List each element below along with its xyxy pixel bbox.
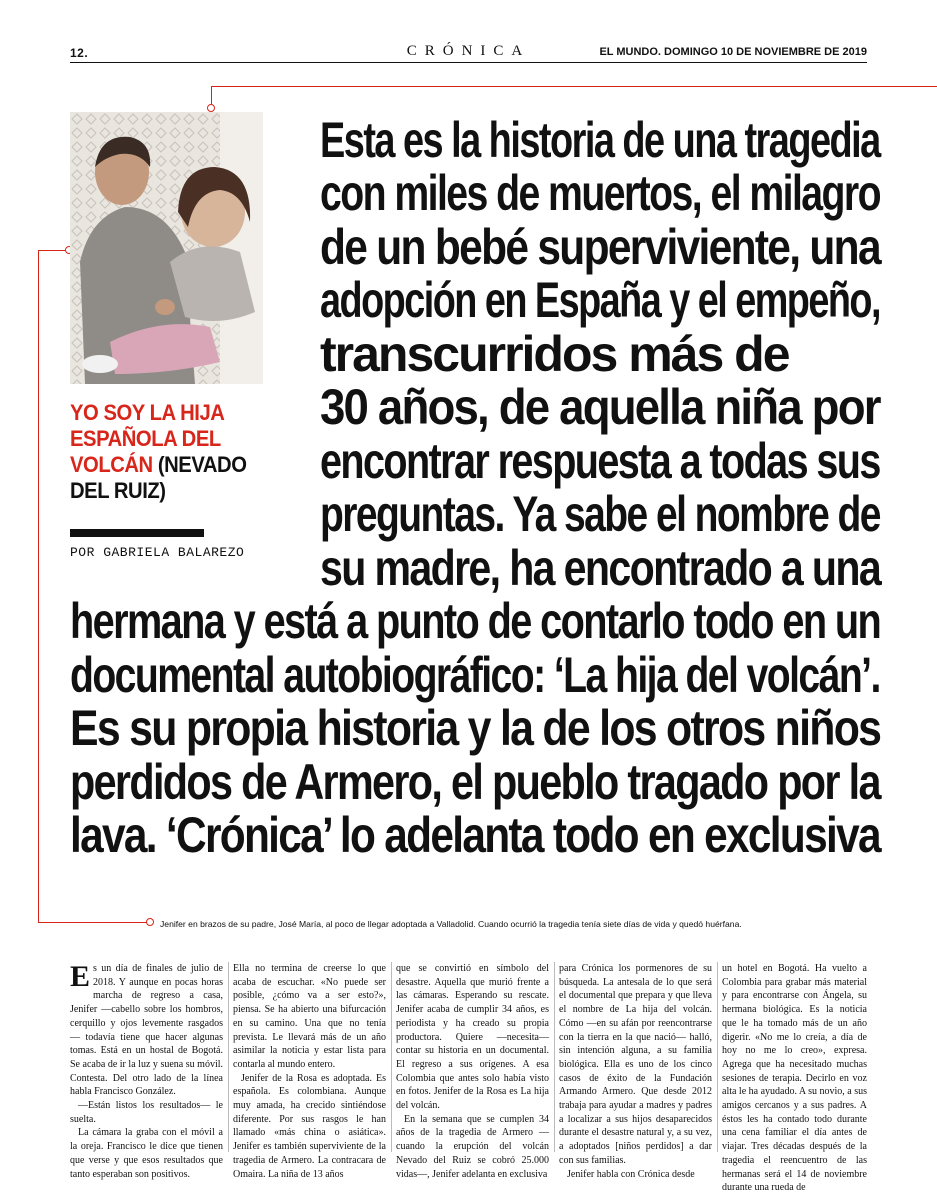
lede-line: Esta es la historia de una tragedia <box>320 112 880 168</box>
red-connector-top <box>211 86 937 87</box>
paragraph: Ella no termina de creerse lo que acaba de escuchar. «No puede ser posible, ¿cómo va a ser esto?», piensa. Se ha abierto una bifurcación en su camino. Una que no tenía prevista. Le llevará más de un año asimilar la noticia y estar lista para contarla al mundo entero. <box>233 963 386 1070</box>
lede-line: hermana y está a punto de contarlo todo en un <box>70 593 881 649</box>
header-rule <box>70 62 867 63</box>
paragraph: para Crónica los pormenores de su búsqueda. La antesala de lo que será el documental que prepara y que lleva el nombre de La hija del volcán. Cómo —en su afán por reencontrarse con la tierra en la que nació— halló, sin intención alguna, a su familia biológica. Ella es uno de los cinco casos de éxito de la Fundación Armando Armero. Que desde 2012 trabaja para ayudar a madres y padres a localizar a sus hijos desaparecidos durante el desastre natural y, a su vez, a adoptados [niños perdidos] a dar con sus familias. <box>559 963 712 1166</box>
red-connector-vertical <box>38 250 39 922</box>
paragraph: La cámara la graba con el móvil a la oreja. Francisco le dice que tienen que verse y que esos resultados que tanto esperaban son positivos. <box>70 1127 223 1180</box>
lede-line: Es su propia historia y la de los otros niños <box>70 700 881 756</box>
column-rule <box>391 962 392 1152</box>
column-rule <box>554 962 555 1152</box>
paragraph: —Están listos los resultados— le suelta. <box>70 1100 223 1125</box>
column-rule <box>228 962 229 1152</box>
red-dot-top <box>207 104 215 112</box>
headline-red-part: YO SOY LA HIJA ESPAÑOLA DEL VOLCÁN <box>70 400 224 477</box>
issue-date: EL MUNDO. DOMINGO 10 DE NOVIEMBRE DE 2019 <box>599 46 867 58</box>
red-dot-caption <box>146 918 154 926</box>
lede-line: adopción en España y el empeño, <box>320 272 880 328</box>
red-connector-side <box>38 250 68 251</box>
body-column-5 <box>722 962 867 1195</box>
article-photo <box>70 112 263 384</box>
paragraph: que se convirtió en símbolo del desastre. Aquella que murió frente a las cámaras. Esperando su rescate. Jenifer acaba de cumplir 34 años, es periodista y ha creado su propia productora. Quiere —necesita— contar su historia en un documental. El regreso a sus orígenes. A esa Colombia que antes solo había visto en fotos. Jenifer de la Rosa es La hija del volcán. <box>396 963 549 1112</box>
paragraph: Jenifer de la Rosa es adoptada. Es española. Es colombiana. Aunque muy amada, ha crecido sintiéndose diferente. Por sus rasgos le han llamado «más china o asiática». Jenifer es también superviviente de la tragedia de Armero. La contracara de Omaira. La niña de 13 años <box>233 1072 386 1180</box>
photo-caption: Jenifer en brazos de su padre, José María, al poco de llegar adoptada a Valladolid. Cuando ocurrió la tragedia tenía siete días de vida y quedó huérfana. <box>160 919 742 929</box>
column-rule <box>717 962 718 1152</box>
article-headline <box>70 400 254 504</box>
paragraph: s un día de finales de julio de 2018. Y aunque en pocas horas marcha de regreso a casa, Jenifer —cabello sobre los hombros, cerquillo y ojos levemente rasgados— todavía tiene que hacer algunas tomas. Está en un hostal de Bogotá. Se acaba de ir la luz y suena su móvil. Contesta. Del otro lado de la línea habla Francisco González. <box>70 963 223 1098</box>
drop-cap: E <box>70 960 91 993</box>
headline-black-part: (NEVADO DEL RUIZ) <box>70 452 247 503</box>
lede-line: preguntas. Ya sabe el nombre de <box>320 486 880 542</box>
paragraph: Jenifer habla con Crónica desde <box>567 1168 695 1180</box>
red-connector-bottom <box>38 922 148 923</box>
body-column-3 <box>396 962 549 1181</box>
section-title: CRÓNICA <box>406 43 531 59</box>
lede-line: documental autobiográfico: ‘La hija del volcán’. <box>70 647 880 703</box>
paragraph: En la semana que se cumplen 34 años de la tragedia de Armero —cuando la erupción del volcán Nevado del Ruiz se cobró 25.000 vidas—, Jenifer adelanta en exclusiva <box>396 1113 549 1180</box>
lede-line: su madre, ha encontrado a una <box>320 540 881 596</box>
lede-line: encontrar respuesta a todas sus <box>320 433 880 489</box>
lede-line: perdidos de Armero, el pueblo tragado por la <box>70 754 880 810</box>
byline: POR GABRIELA BALAREZO <box>70 545 245 560</box>
paragraph: un hotel en Bogotá. Ha vuelto a Colombia para grabar más material y para encontrarse con Ángela, su hermana biológica. Es la noticia que le ha tomado más de un año digerir. «No me lo creía, a día de hoy no me lo creo», expresa. Agrega que ha necesitado muchas sesiones de terapia. Decirlo en voz alta le ha ayudado. A su novio, a sus amigos cercanos y a sus padres. A éstos les ha contado todo durante una cena familiar el día antes de viajar. Tres décadas después de la tragedia el reencuentro de las hermanas será el 14 de noviembre durante una rueda de <box>722 963 867 1194</box>
lede-line: transcurridos más de <box>320 326 789 382</box>
headline-bar <box>70 529 204 537</box>
lede-line: lava. ‘Crónica’ lo adelanta todo en exclusiva <box>70 807 880 863</box>
body-column-2 <box>233 962 386 1181</box>
body-column-4 <box>559 962 712 1181</box>
page-number: 12. <box>70 46 89 60</box>
lede-line: 30 años, de aquella niña por <box>320 379 880 435</box>
lede-line: de un bebé superviviente, una <box>320 219 880 275</box>
body-column-1 <box>70 962 223 1181</box>
lede-line: con miles de muertos, el milagro <box>320 165 881 221</box>
